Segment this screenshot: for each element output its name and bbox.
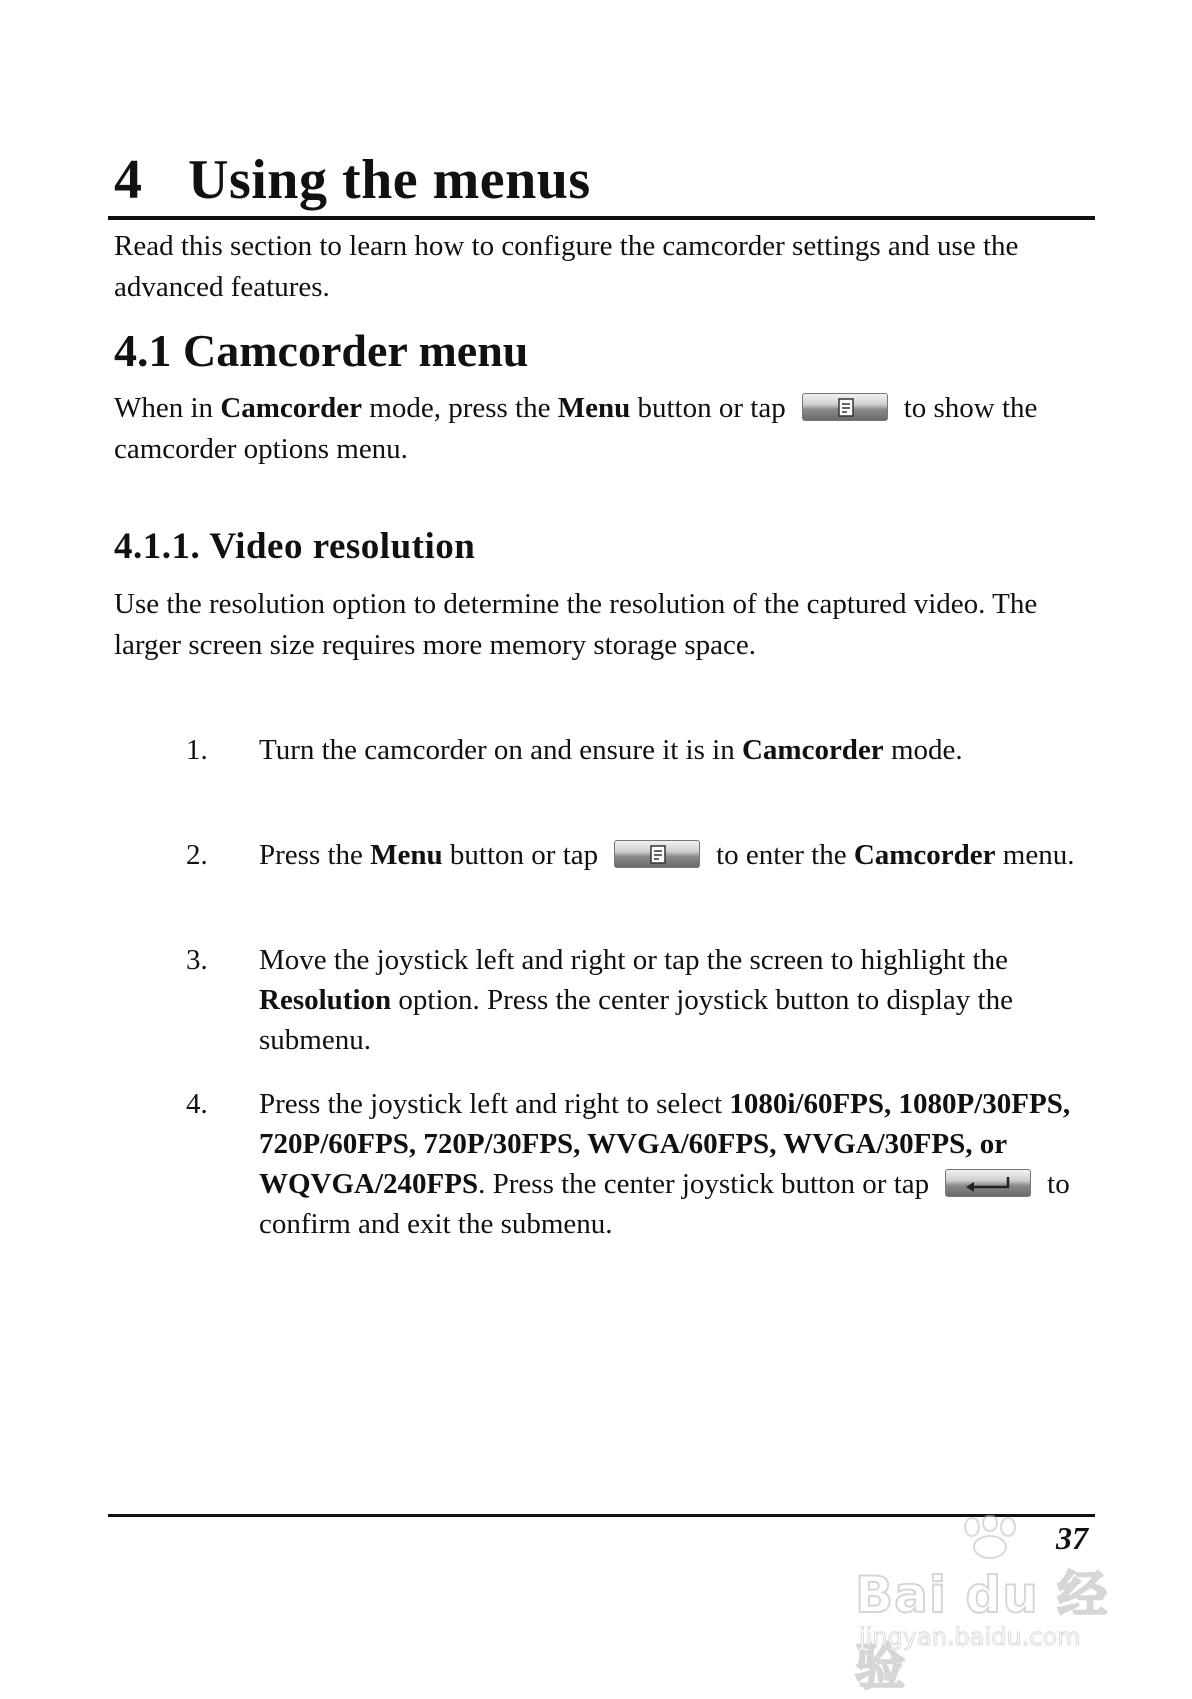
section-title: 4.1 Camcorder menu: [114, 325, 529, 376]
intro-paragraph: Read this section to learn how to configure the camcorder settings and use the advanced features.: [114, 230, 1019, 303]
step-text-run: to confirm and exit the submenu.: [259, 1168, 1070, 1240]
step-text: [259, 1084, 1089, 1244]
subsection-title: 4.1.1. Video resolution: [114, 526, 476, 567]
step-text: [259, 940, 1089, 1060]
step-number: 3.: [186, 944, 208, 976]
resolution-options: 1080i/60FPS, 1080P/30FPS, 720P/60FPS, 720P/30FPS, WVGA/60FPS, WVGA/30FPS, or WQVGA/240FPS: [259, 1088, 1071, 1200]
step-text-run: Turn the camcorder on and ensure it is in: [259, 734, 742, 766]
step-number: 2.: [186, 839, 208, 871]
step-text-run: . Press the center joystick button or tap: [478, 1168, 930, 1200]
watermark-logo: Bai du 经验: [855, 1566, 1109, 1696]
step-text-run: Press the: [259, 839, 371, 871]
step-text: [259, 730, 1089, 770]
step-text-run: mode.: [883, 734, 963, 766]
menu-term: Menu: [557, 392, 631, 424]
step-number: 4.: [186, 1088, 208, 1120]
chapter-rule: [108, 216, 1095, 220]
step-text: [259, 835, 1089, 875]
step-text-run: button or tap: [442, 839, 599, 871]
paw-logo-icon: [950, 1515, 1030, 1559]
resolution-term: Resolution: [259, 984, 392, 1016]
section-text: When in: [114, 392, 221, 424]
section-paragraph: [114, 388, 1074, 470]
chapter-number: 4: [114, 149, 143, 211]
step-text-run: Press the joystick left and right to select: [259, 1088, 730, 1120]
chapter-title: [114, 149, 591, 211]
camcorder-term: Camcorder: [220, 392, 363, 424]
subsection-paragraph: Use the resolution option to determine the resolution of the captured video. The larger screen size requires more memory storage space.: [114, 588, 1038, 661]
camcorder-term: Camcorder: [853, 839, 996, 871]
step-text-run: to enter the: [716, 839, 854, 871]
camcorder-term: Camcorder: [741, 734, 884, 766]
step-text-run: menu.: [995, 839, 1075, 871]
menu-term: Menu: [370, 839, 443, 871]
section-text: to show the camcorder options menu.: [114, 392, 1038, 465]
page-number: 37: [1056, 1520, 1088, 1556]
step-text-run: option. Press the center joystick button to display the submenu.: [259, 984, 1013, 1056]
menu-icon: [614, 840, 700, 868]
enter-icon: [945, 1169, 1031, 1197]
watermark-url: jingyan.baidu.com: [859, 1623, 1081, 1651]
section-text: button or tap: [630, 392, 786, 424]
section-text: mode, press the: [362, 392, 558, 424]
chapter-title-text: Using the menus: [188, 149, 591, 211]
step-text-run: Move the joystick left and right or tap the screen to highlight the: [259, 944, 1008, 976]
baidu-watermark: [855, 1515, 1135, 1696]
step-number: 1.: [186, 734, 208, 766]
menu-icon: [802, 393, 888, 421]
